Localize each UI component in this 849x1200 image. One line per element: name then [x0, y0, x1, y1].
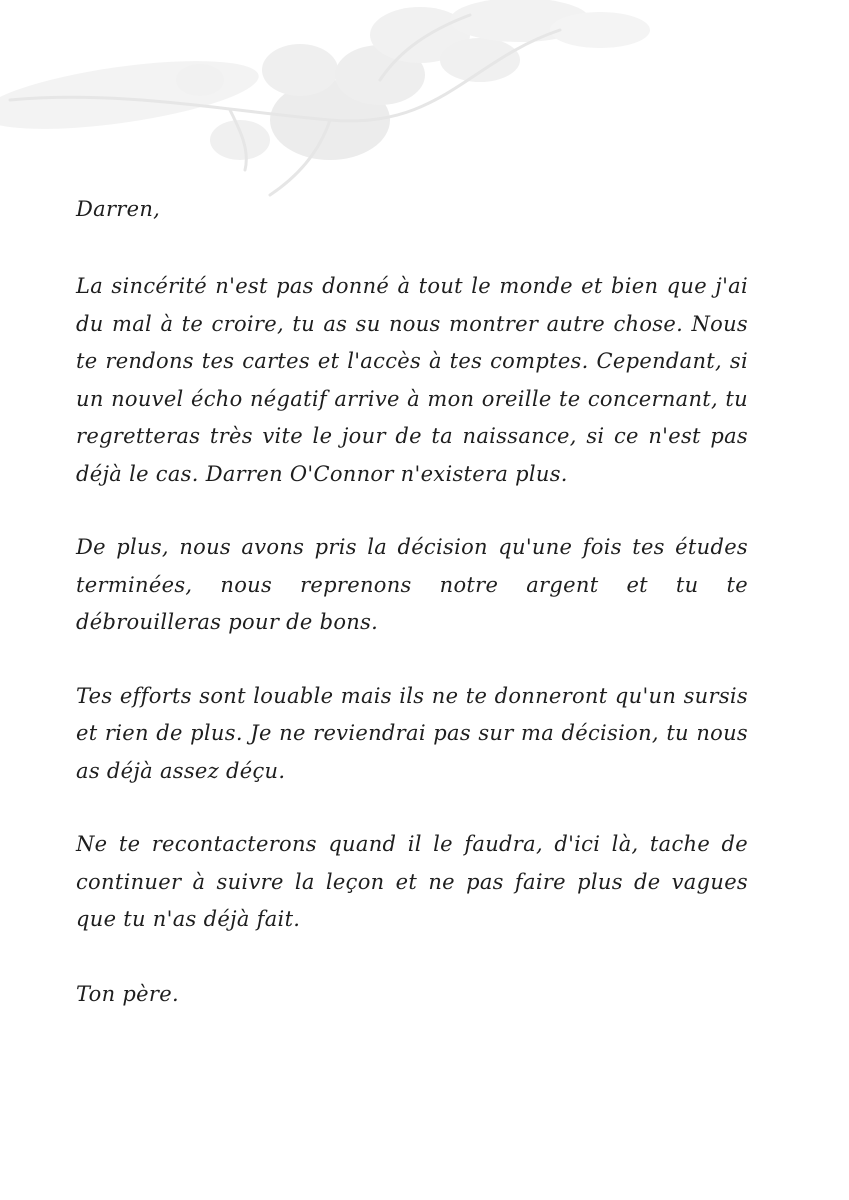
signature: Ton père. [76, 981, 179, 1006]
paragraph-4: Ne te recontacterons quand il le faudra, d'ici là, tache de continuer à suivre la leçon et ne pas faire plus de vagues que tu n'as déjà fait. [76, 832, 748, 931]
paragraph-3: Tes efforts sont louable mais ils ne te donneront qu'un sursis et rien de plus. Je ne reviendrai pas sur ma décision, tu nous as déjà assez déçu. [76, 683, 748, 783]
paragraph-2: De plus, nous avons pris la décision qu'une fois tes études terminées, nous reprenons notre argent et tu te débrouilleras pour de bons. [76, 535, 748, 634]
salutation: Darren, [76, 197, 161, 221]
paragraph-1: La sincérité n'est pas donné à tout le monde et bien que j'ai du mal à te croire, tu as su nous montrer autre chose. Nous te rendons tes cartes et l'accès à tes comptes. Cependant, si un nouvel écho négatif arrive à mon oreille te concernant, tu regretteras très vite le jour de ta naissance, si ce n'est pas déjà le cas. Darren O'Connor n'existera plus. [76, 274, 748, 486]
letter-body [76, 190, 748, 1013]
